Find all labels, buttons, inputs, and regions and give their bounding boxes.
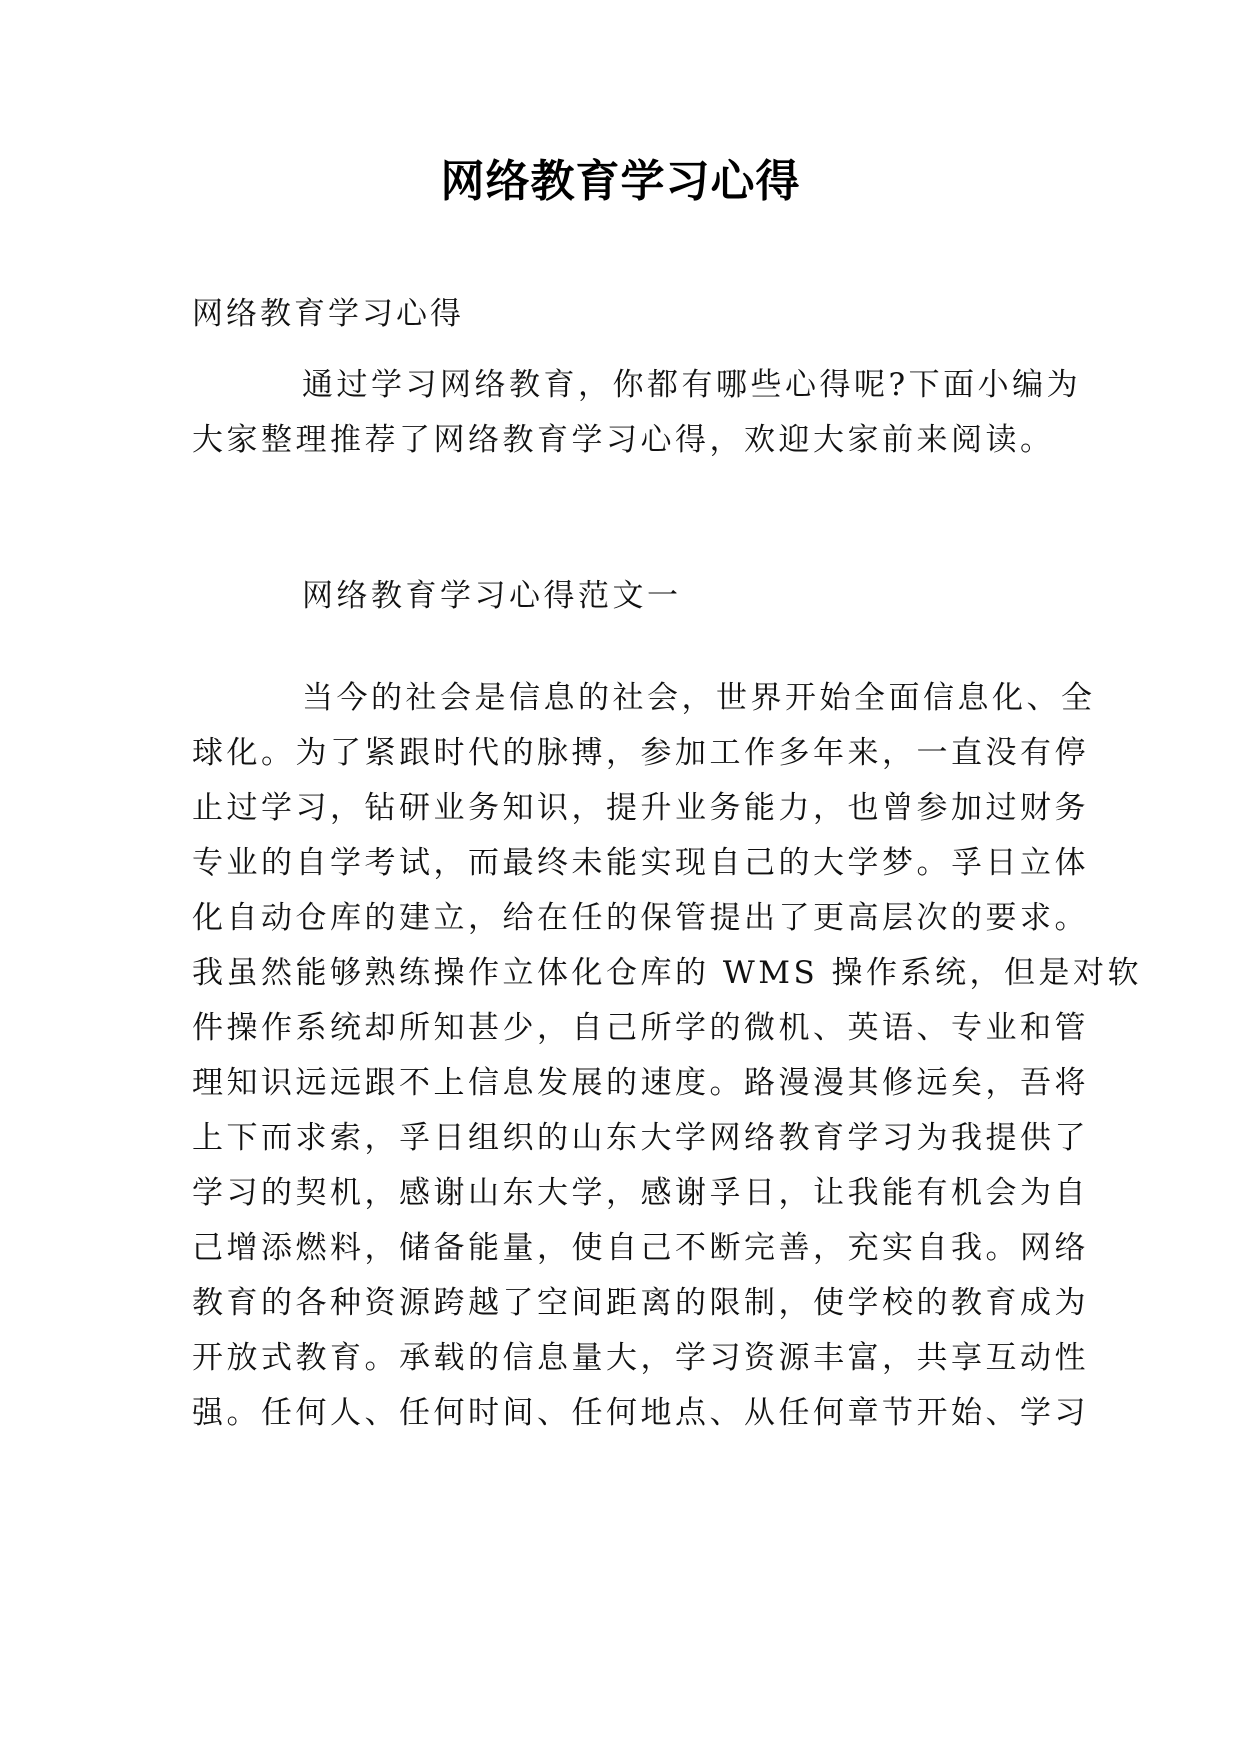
section-heading: 网络教育学习心得范文一 bbox=[302, 578, 682, 614]
body-line: 教育的各种资源跨越了空间距离的限制，使学校的教育成为 bbox=[192, 1285, 1089, 1321]
body-line: 理知识远远跟不上信息发展的速度。路漫漫其修远矣，吾将 bbox=[192, 1065, 1089, 1101]
body-line: 开放式教育。承载的信息量大，学习资源丰富，共享互动性 bbox=[192, 1340, 1089, 1376]
intro-line: 大家整理推荐了网络教育学习心得，欢迎大家前来阅读。 bbox=[192, 422, 1055, 458]
body-line: 止过学习，钻研业务知识，提升业务能力，也曾参加过财务 bbox=[192, 790, 1089, 826]
body-line: 学习的契机，感谢山东大学，感谢孚日，让我能有机会为自 bbox=[192, 1175, 1089, 1211]
body-line: 球化。为了紧跟时代的脉搏，参加工作多年来，一直没有停 bbox=[192, 735, 1089, 771]
intro-line: 通过学习网络教育，你都有哪些心得呢?下面小编为 bbox=[302, 367, 1082, 403]
document-subtitle: 网络教育学习心得 bbox=[192, 296, 464, 332]
document-title: 网络教育学习心得 bbox=[440, 156, 801, 207]
body-line: 己增添燃料，储备能量，使自己不断完善，充实自我。网络 bbox=[192, 1230, 1089, 1266]
body-line: 我虽然能够熟练操作立体化仓库的 WMS 操作系统，但是对软 bbox=[192, 955, 1143, 991]
body-line: 化自动仓库的建立，给在任的保管提出了更高层次的要求。 bbox=[192, 900, 1089, 936]
body-line: 当今的社会是信息的社会，世界开始全面信息化、全 bbox=[302, 680, 1096, 716]
body-line: 上下而求索，孚日组织的山东大学网络教育学习为我提供了 bbox=[192, 1120, 1089, 1156]
body-line: 件操作系统却所知甚少，自己所学的微机、英语、专业和管 bbox=[192, 1010, 1089, 1046]
body-line: 强。任何人、任何时间、任何地点、从任何章节开始、学习 bbox=[192, 1395, 1089, 1431]
body-line: 专业的自学考试，而最终未能实现自己的大学梦。孚日立体 bbox=[192, 845, 1089, 881]
